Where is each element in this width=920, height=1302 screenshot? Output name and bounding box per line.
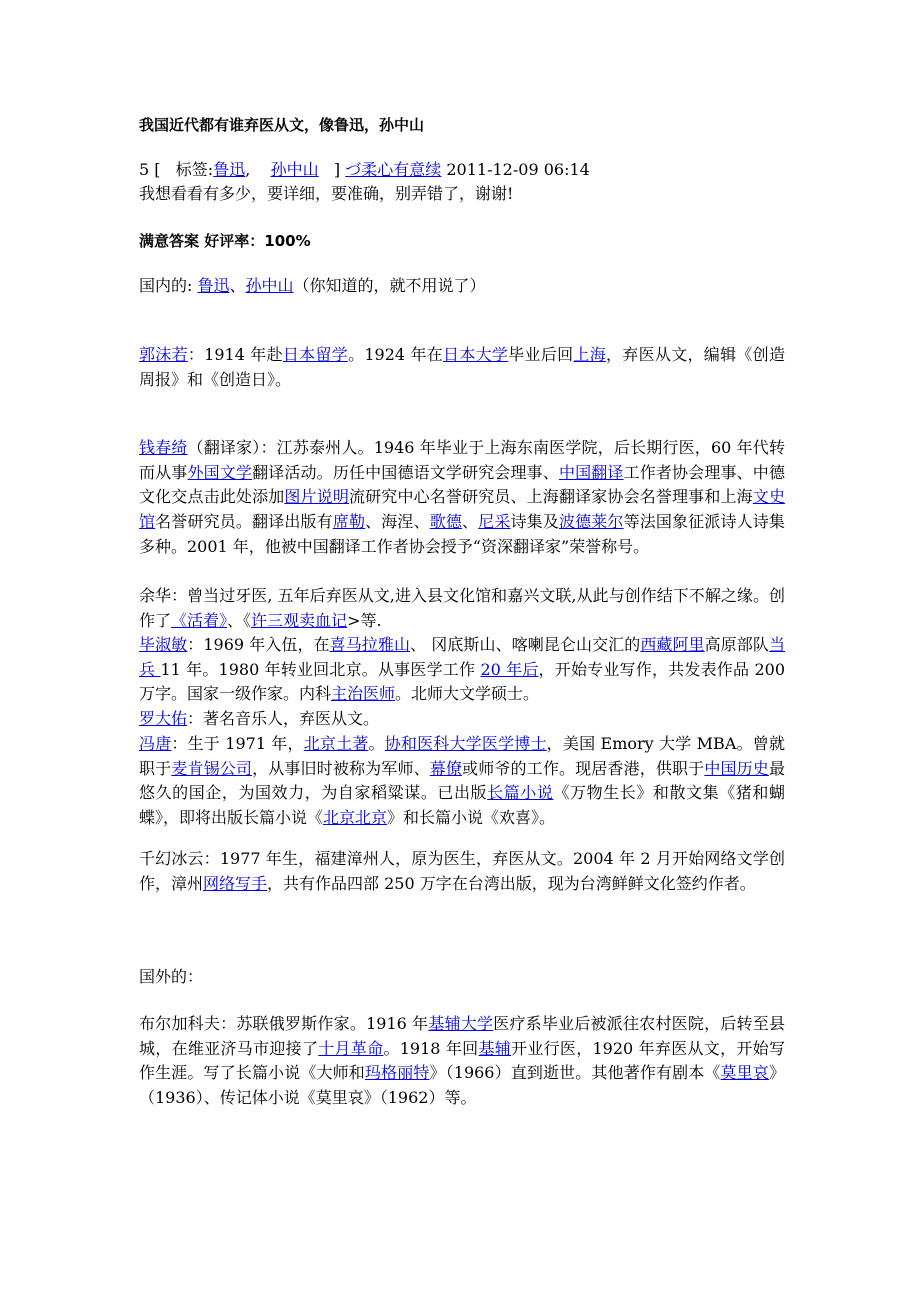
link-huozhe[interactable]: 《活着》 (171, 610, 228, 630)
answer-label: 满意答案 (139, 232, 200, 250)
rating-value: 100% (264, 232, 311, 250)
entry-luodayou: 罗大佑：著名音乐人，弃医从文。 (139, 709, 380, 728)
link-xizang-ali[interactable]: 西藏阿里 (640, 635, 705, 654)
link-ximalayashan[interactable]: 喜马拉雅山 (329, 635, 411, 654)
question-title: 我国近代都有谁弃医从文，像鲁迅，孙中山 (139, 116, 425, 134)
link-nicai[interactable]: 尼采 (478, 512, 511, 532)
link-xiehe-boshi[interactable]: 协和医科大学医学博士 (384, 734, 547, 753)
link-shanghai[interactable]: 上海 (573, 345, 607, 364)
link-waiguo-wenxue[interactable]: 外国文学 (187, 462, 253, 482)
link-tupian-shuoming[interactable]: 图片说明 (284, 487, 349, 507)
tags-label: 标签: (175, 160, 214, 179)
foreign-heading: 国外的： (139, 967, 204, 986)
link-zhongguo-lishi[interactable]: 中国历史 (704, 758, 769, 778)
link-jifu[interactable]: 基辅 (478, 1038, 512, 1058)
link-jifu-daxue[interactable]: 基辅大学 (428, 1014, 494, 1033)
link-20-nian-hou[interactable]: 20 年后 (480, 659, 539, 679)
link-gede[interactable]: 歌德 (429, 512, 463, 532)
link-fengtang[interactable]: 冯唐 (139, 734, 172, 753)
link-beijing-tuzhu[interactable]: 北京土著 (303, 734, 369, 753)
link-sunzhongshan[interactable]: 孙中山 (245, 276, 294, 295)
link-luodayou[interactable]: 罗大佑 (139, 709, 188, 728)
tag-link-luxun[interactable]: 鲁迅 (213, 160, 246, 179)
link-riben-liuxue[interactable]: 日本留学 (282, 345, 349, 364)
entry-qianhuanbingyun: 千幻冰云：1977 年生，福建漳州人，原为医生，弃医从文。2004 年 2 月开始网络文学创作，漳州网络写手，共有作品四部 250 万字在台湾出版，现为台湾鲜鲜文化签约作者。 (139, 849, 785, 893)
question-score: 5 [ (139, 160, 161, 179)
link-beijing-beijing[interactable]: 北京北京 (323, 808, 388, 828)
entry-guomoruo: 郭沫若：1914 年赴日本留学。1924 年在日本大学毕业后回上海，弃医从文，编辑《创造周报》和《创造日》。 (139, 345, 785, 389)
link-muliao[interactable]: 幕僚 (429, 758, 463, 778)
entry-bishumin: 毕淑敏：1969 年入伍，在喜马拉雅山、 冈底斯山、喀喇昆仑山交汇的西藏阿里高原部队当兵 11 年。1980 年转业回北京。从事医学工作 20 年后，开始专业写作，共发表作品 200 万字。国家一级作家。内科主治医师。北师大文学硕士。 (139, 635, 785, 704)
question-body: 我想看看有多少，要详细，要准确，别弄错了，谢谢! (139, 184, 514, 203)
link-wenshiguan[interactable]: 文史馆 (139, 487, 785, 532)
tag-link-sunzhongshan[interactable]: 孙中山 (270, 160, 319, 179)
link-guomoruo[interactable]: 郭沫若 (139, 345, 188, 364)
entry-bulgakov: 布尔加科夫：苏联俄罗斯作家。1916 年基辅大学医疗系毕业后被派往农村医院，后转至县城，在维亚济马市迎接了十月革命。1918 年回基辅开业行医，1920 年弃医从文，开始写作生涯。写了长篇小说《大师和玛格丽特》（1966）直到逝世。其他著作有剧本《莫里哀》（1936）、传记体小说《莫里哀》（1962）等。 (139, 1014, 785, 1108)
link-qianchunqi[interactable]: 钱春绮 (139, 438, 188, 457)
entry-qianchunqi: 钱春绮（翻译家）：江苏泰州人。1946 年毕业于上海东南医学院，后长期行医，60 年代转而从事外国文学翻译活动。历任中国德语文学研究会理事、中国翻译工作者协会理事、中德文化交点击此处添加图片说明流研究中心名誉研究员、上海翻译家协会名誉理事和上海文史馆名誉研究员。翻译出版有席勒、海涅、歌德、尼采诗集及波德莱尔等法国象征派诗人诗集多种。2001 年，他被中国翻译工作者协会授予“资深翻译家”荣誉称号。 (139, 438, 785, 556)
link-dangbing[interactable]: 当兵 (139, 635, 785, 679)
link-luxun[interactable]: 鲁迅 (197, 276, 230, 295)
question-datetime: 2011-12-09 06:14 (446, 160, 590, 179)
answer-header (139, 229, 785, 254)
link-zhongguo-fanyi[interactable]: 中国翻译 (558, 462, 624, 482)
link-changpian-xiaoshuo[interactable]: 长篇小说 (487, 783, 554, 803)
link-xusanguan[interactable]: 许三观卖血记 (251, 610, 348, 630)
author-link[interactable]: づ柔心有意续 (345, 160, 442, 179)
link-shiyue-geming[interactable]: 十月革命 (318, 1038, 384, 1058)
link-zhuzhi-yishi[interactable]: 主治医师 (331, 684, 396, 704)
entry-yuhua: 余华：曾当过牙医, 五年后弃医从文,进入县文化馆和嘉兴文联,从此与创作结下不解之缘。创作了《活着》、《许三观卖血记>等. (139, 586, 785, 630)
entry-fengtang: 冯唐：生于 1971 年，北京土著。协和医科大学医学博士，美国 Emory 大学 MBA。曾就职于麦肯锡公司，从事旧时被称为军师、幕僚或师爷的工作。现居香港，供职于中国历史最悠久的国企，为国效力，为自家稻粱谋。已出版长篇小说《万物生长》和散文集《猪和蝴蝶》，即将出版长篇小说《北京北京》和长篇小说《欢喜》。 (139, 734, 785, 828)
link-molier[interactable]: 莫里哀 (720, 1063, 769, 1083)
rating-label: 好评率： (204, 232, 265, 250)
link-bodelaier[interactable]: 波德莱尔 (558, 512, 624, 532)
link-magelite[interactable]: 玛格丽特 (364, 1063, 430, 1083)
link-bishumin[interactable]: 毕淑敏 (139, 635, 188, 654)
question-meta: 5 [ 标签:鲁迅, 孙中山 ] づ柔心有意续 2011-12-09 06:14 (139, 160, 590, 179)
link-riben-daxue[interactable]: 日本大学 (443, 345, 509, 364)
domestic-line: 国内的: 鲁迅、孙中山（你知道的，就不用说了） (139, 276, 486, 295)
link-wangluo-xieshou[interactable]: 网络写手 (203, 873, 268, 893)
link-xile[interactable]: 席勒 (332, 512, 366, 532)
link-maikenxi[interactable]: 麦肯锡公司 (171, 758, 253, 778)
tags-close: ] (333, 160, 341, 179)
